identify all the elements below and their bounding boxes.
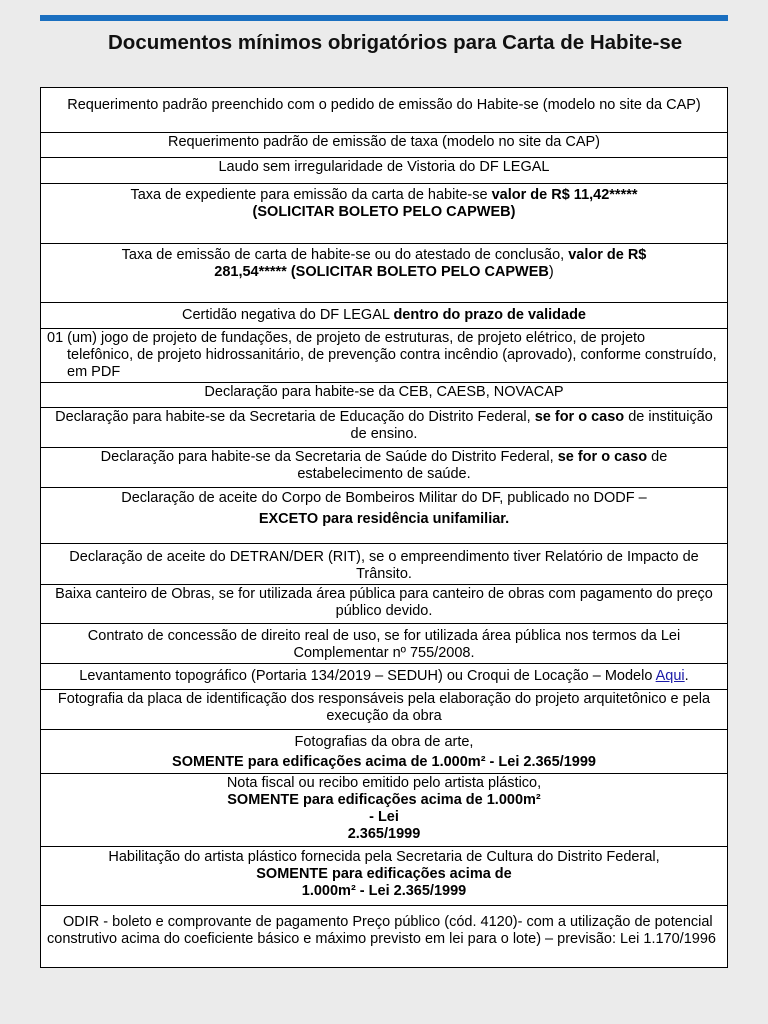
text-segment: de estabelecimento de saúde.: [297, 449, 668, 482]
text-line: Declaração de aceite do Corpo de Bombeiros Militar do DF, publicado no DODF –: [121, 490, 647, 506]
table-cell: [41, 184, 728, 244]
table-row: [41, 184, 728, 244]
table-cell: [41, 303, 728, 329]
table-row: [41, 383, 728, 408]
price-text: valor de R$ 11,42*****: [491, 187, 638, 203]
table-row: [41, 488, 728, 544]
documents-table: [40, 87, 728, 968]
text-line: 01 (um) jogo de projeto de fundações, de projeto de estruturas, de projeto elétrico, de projeto: [47, 330, 646, 346]
emphasis-text: - Lei: [369, 809, 399, 825]
price-text: valor de R$: [568, 247, 647, 263]
text-line: Nota fiscal ou recibo emitido pelo artista plástico,: [226, 775, 542, 791]
table-cell: [41, 329, 728, 383]
text-segment: ): [548, 264, 554, 280]
header-rule: [40, 15, 728, 21]
table-row: [41, 158, 728, 184]
table-cell: Baixa canteiro de Obras, se for utilizada área pública para canteiro de obras com pagamento do preço público devido.: [41, 585, 728, 624]
table-row: [41, 847, 728, 906]
table-row: [41, 906, 728, 968]
table-cell: [41, 244, 728, 303]
table-row: [41, 329, 728, 383]
table-row: [41, 448, 728, 488]
table-cell: [41, 488, 728, 544]
table-cell: [41, 847, 728, 906]
text-segment: Declaração para habite-se da Secretaria de Educação do Distrito Federal,: [55, 409, 535, 425]
emphasis-text: se for o caso: [557, 449, 648, 465]
text-segment: .: [684, 668, 689, 684]
instruction-text: (SOLICITAR BOLETO PELO CAPWEB): [252, 204, 516, 220]
table-row: [41, 690, 728, 730]
emphasis-text: dentro do prazo de validade: [393, 307, 586, 323]
text-segment: Certidão negativa do DF LEGAL: [181, 307, 394, 323]
emphasis-text: 2.365/1999: [347, 826, 421, 842]
emphasis-text: EXCETO para residência unifamiliar.: [258, 511, 510, 527]
table-cell: Declaração de aceite do DETRAN/DER (RIT), se o empreendimento tiver Relatório de Impacto de Trânsito.: [41, 544, 728, 585]
table-row: [41, 544, 728, 585]
emphasis-text: se for o caso: [534, 409, 625, 425]
table-row: [41, 730, 728, 774]
table-cell: Laudo sem irregularidade de Vistoria do DF LEGAL: [41, 158, 728, 184]
text-segment: Levantamento topográfico (Portaria 134/2019 – SEDUH) ou Croqui de Locação – Modelo: [79, 668, 656, 684]
table-cell: Requerimento padrão de emissão de taxa (modelo no site da CAP): [41, 133, 728, 158]
text-segment: Taxa de expediente para emissão da carta de habite-se: [130, 187, 492, 203]
text-line: Fotografias da obra de arte,: [294, 734, 474, 750]
table-row: [41, 244, 728, 303]
emphasis-text: SOMENTE para edificações acima de 1.000m²: [227, 792, 541, 808]
emphasis-text: SOMENTE para edificações acima de 1.000m² - Lei 2.365/1999: [172, 754, 596, 770]
emphasis-text: SOMENTE para edificações acima de: [256, 866, 512, 882]
text-segment: Declaração para habite-se da Secretaria de Saúde do Distrito Federal,: [100, 449, 558, 465]
table-cell: Requerimento padrão preenchido com o pedido de emissão do Habite-se (modelo no site da CAP): [41, 88, 728, 133]
table-cell: [41, 774, 728, 847]
text-segment: Taxa de emissão de carta de habite-se ou do atestado de conclusão,: [121, 247, 569, 263]
text-segment: de instituição de ensino.: [350, 409, 713, 442]
text-line: Habilitação do artista plástico fornecida pela Secretaria de Cultura do Distrito Federal,: [108, 849, 660, 865]
table-cell: [41, 664, 728, 690]
page-title: Documentos mínimos obrigatórios para Carta de Habite-se: [108, 31, 683, 54]
table-row: [41, 664, 728, 690]
table-row: [41, 88, 728, 133]
table-row: [41, 408, 728, 448]
table-cell: Fotografia da placa de identificação dos responsáveis pela elaboração do projeto arquitetônico e pela execução da obra: [41, 690, 728, 730]
model-link[interactable]: Aqui: [655, 668, 685, 684]
table-row: [41, 303, 728, 329]
table-cell: Contrato de concessão de direito real de uso, se for utilizada área pública nos termos da Lei Complementar nº 755/2008.: [41, 624, 728, 664]
text-line: telefônico, de projeto hidrossanitário, de prevenção contra incêndio (aprovado), conforme construído, em PDF: [67, 347, 717, 380]
table-cell: Declaração para habite-se da CEB, CAESB, NOVACAP: [41, 383, 728, 408]
table-cell: ODIR - boleto e comprovante de pagamento Preço público (cód. 4120)- com a utilização de potencial construtivo acima do coeficiente básico e máximo previsto em lei para o lote) – previsão: Lei 1.170/1996: [41, 906, 728, 968]
table-cell: [41, 408, 728, 448]
table-cell: [41, 448, 728, 488]
instruction-text: 281,54***** (SOLICITAR BOLETO PELO CAPWEB: [214, 264, 549, 280]
table-row: [41, 133, 728, 158]
table-row: [41, 774, 728, 847]
table-cell: [41, 730, 728, 774]
table-row: [41, 585, 728, 624]
table-row: [41, 624, 728, 664]
emphasis-text: 1.000m² - Lei 2.365/1999: [301, 883, 467, 899]
